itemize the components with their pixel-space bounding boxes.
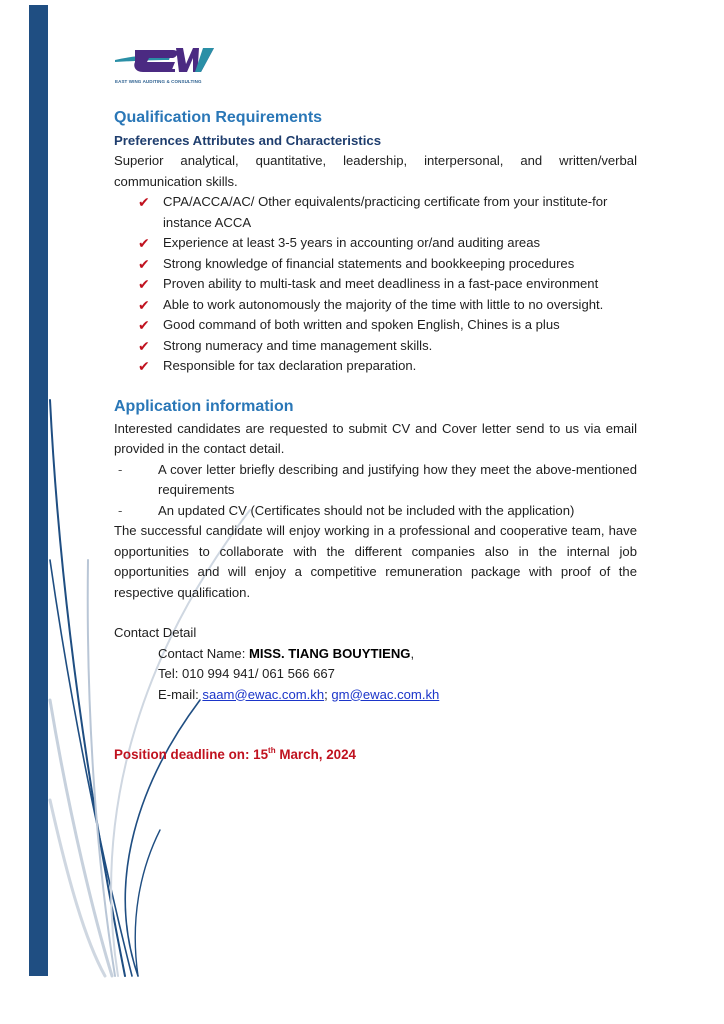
spacer bbox=[114, 377, 637, 397]
email-link-saam[interactable]: saam@ewac.com.kh bbox=[202, 686, 325, 702]
list-item: - A cover letter briefly describing and justifying how they meet the above-mentioned requirements bbox=[118, 461, 637, 497]
dash-bullet: - bbox=[118, 502, 123, 518]
list-item: ✔ Good command of both written and spoken English, Chines is a plus bbox=[138, 315, 637, 336]
company-name: EAST WING AUDITING & CONSULTING bbox=[115, 79, 202, 84]
list-item: ✔ Experience at least 3-5 years in accounting or/and auditing areas bbox=[138, 233, 637, 254]
application-intro: Interested candidates are requested to submit CV and Cover letter send to us via email provided in the contact detail. bbox=[114, 420, 637, 456]
position-deadline: Position deadline on: 15th March, 2024 bbox=[114, 746, 356, 762]
application-closing: The successful candidate will enjoy working in a professional and cooperative team, have opportunities to collaborate with the different companies also in the internal job opportunities and will enjoy a competitive remuneration package with proof of the respective qualification. bbox=[114, 523, 637, 600]
contact-heading: Contact Detail bbox=[114, 625, 197, 640]
spacer bbox=[114, 725, 637, 745]
list-item: ✔ CPA/ACCA/AC/ Other equivalents/practicing certificate from your institute-for instance ACCA bbox=[138, 194, 608, 230]
list-item: ✔ Strong numeracy and time management skills. bbox=[138, 336, 637, 357]
qualification-subtitle: Preferences Attributes and Characteristics bbox=[114, 133, 382, 148]
contact-details bbox=[114, 644, 637, 706]
contact-name: MISS. TIANG BOUYTIENG bbox=[248, 645, 411, 661]
check-icon: ✔ bbox=[138, 337, 150, 354]
check-icon: ✔ bbox=[138, 317, 150, 333]
contact-tel-line: Tel: 010 994 941/ 061 566 667 bbox=[158, 666, 335, 681]
application-list bbox=[114, 460, 637, 522]
logo-e-shape bbox=[134, 50, 177, 72]
swoosh-line bbox=[50, 800, 105, 976]
list-item: ✔ Proven ability to multi-task and meet deadliness in a fast-pace environment bbox=[138, 274, 637, 295]
qualification-list bbox=[114, 192, 637, 377]
swoosh-line bbox=[135, 830, 160, 976]
document-body bbox=[114, 108, 637, 766]
contact-email-line: E-mail: saam@ewac.com.kh; gm@ewac.com.kh bbox=[158, 686, 440, 702]
qualification-intro: Superior analytical, quantitative, leadership, interpersonal, and written/verbal communication skills. bbox=[114, 153, 637, 189]
list-item: ✔ Able to work autonomously the majority of the time with little to no oversight. bbox=[138, 295, 637, 316]
qualification-title: Qualification Requirements bbox=[114, 109, 323, 126]
email-link-gm[interactable]: gm@ewac.com.kh bbox=[331, 686, 440, 702]
dash-bullet: - bbox=[118, 461, 123, 477]
list-item: ✔ Responsible for tax declaration preparation. bbox=[138, 356, 637, 377]
logo-dot bbox=[171, 69, 175, 72]
swoosh-line bbox=[50, 700, 112, 976]
check-icon: ✔ bbox=[138, 296, 150, 313]
check-icon: ✔ bbox=[138, 276, 150, 292]
spacer bbox=[114, 603, 637, 623]
check-icon: ✔ bbox=[138, 255, 150, 272]
swoosh-line bbox=[88, 560, 115, 976]
check-icon: ✔ bbox=[138, 358, 150, 374]
left-accent-bar bbox=[29, 5, 48, 976]
list-item: ✔ Strong knowledge of financial statements and bookkeeping procedures bbox=[138, 254, 637, 275]
contact-tel: 010 994 941/ 061 566 667 bbox=[182, 666, 335, 681]
check-icon: ✔ bbox=[138, 194, 150, 210]
list-item: - An updated CV (Certificates should not be included with the application) bbox=[118, 501, 637, 522]
company-logo bbox=[113, 44, 217, 80]
application-title: Application information bbox=[114, 397, 294, 415]
spacer bbox=[114, 705, 637, 725]
contact-name-line: Contact Name: MISS. TIANG BOUYTIENG, bbox=[158, 645, 415, 661]
check-icon: ✔ bbox=[138, 235, 150, 251]
